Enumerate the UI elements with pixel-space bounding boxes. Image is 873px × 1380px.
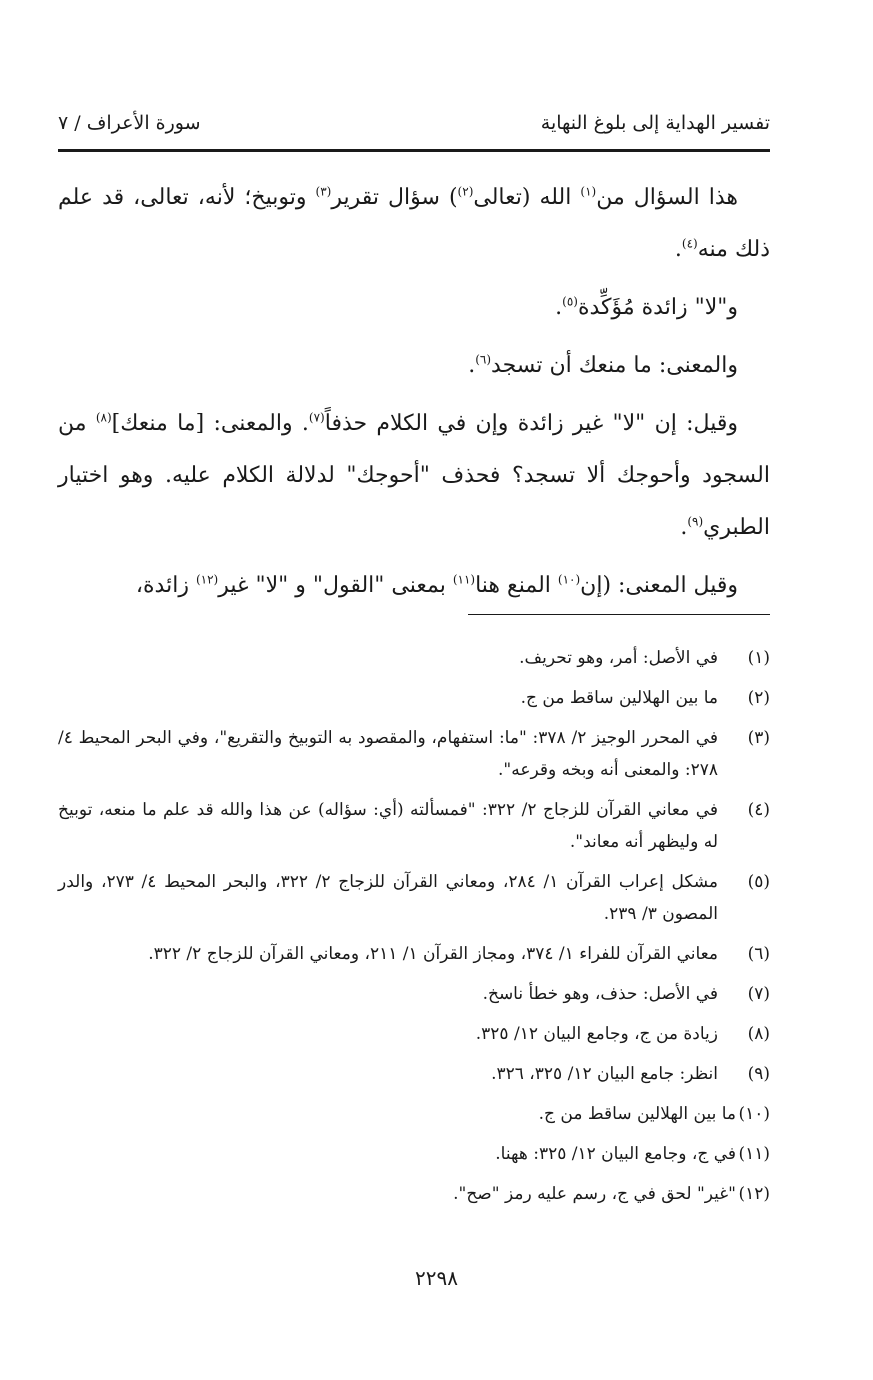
- p3-text-1: والمعنى: ما منعك أن تسجد: [491, 353, 738, 378]
- p1-text-3: ) سؤال تقرير: [331, 185, 458, 210]
- footnote-number: (٦): [747, 944, 770, 964]
- footnote-number: (٣): [747, 728, 770, 748]
- p4-text-4: .: [680, 515, 688, 540]
- footnote: [58, 1098, 770, 1130]
- footnote-ref-5[interactable]: (٥): [562, 294, 578, 309]
- footnote: [58, 1138, 770, 1170]
- footnote-text: في معاني القرآن للزجاج ٢/ ٣٢٢: "فمسألته (أي: سؤاله) عن هذا والله قد علم ما منعه، توبيخ له وليظهر أنه معاند".: [58, 800, 718, 852]
- footnote-text: مشكل إعراب القرآن ١/ ٢٨٤، ومعاني القرآن للزجاج ٢/ ٣٢٢، والبحر المحيط ٤/ ٢٧٣، والدر المصون ٣/ ٢٣٩.: [58, 872, 719, 924]
- footnote-ref-11[interactable]: (١١): [452, 572, 476, 587]
- footnote-text: زيادة من ج، وجامع البيان ١٢/ ٣٢٥.: [475, 1024, 718, 1044]
- footnote: [58, 642, 770, 674]
- footnote-number: (٨): [747, 1024, 770, 1044]
- p4-text-2: . والمعنى: [ما منعك]: [111, 411, 309, 436]
- footnote-ref-3[interactable]: (٣): [315, 184, 332, 199]
- footnote-ref-8[interactable]: (٨): [95, 410, 112, 425]
- surah-reference: سورة الأعراف / ٧: [58, 112, 201, 134]
- paragraph-2: [58, 282, 770, 334]
- header-rule: [58, 149, 770, 152]
- footnote-ref-1[interactable]: (١): [580, 184, 597, 199]
- footnote-text: في الأصل: حذف، وهو خطأ ناسخ.: [482, 984, 718, 1004]
- footnote: [58, 1058, 770, 1090]
- p1-text-5: .: [674, 237, 682, 262]
- footnote: [58, 722, 770, 786]
- footnote-text: في ج، وجامع البيان ١٢/ ٣٢٥: ههنا.: [495, 1144, 736, 1164]
- footnote: [58, 866, 770, 930]
- main-text: [58, 172, 770, 618]
- footnote-number: (٥): [747, 872, 770, 892]
- p5-text-1: وقيل المعنى: (إن: [580, 573, 738, 598]
- footnote-ref-10[interactable]: (١٠): [557, 572, 581, 587]
- footnote-number: (٤): [747, 800, 770, 820]
- footnote: [58, 1018, 770, 1050]
- running-header: [58, 112, 770, 142]
- p1-text-1: هذا السؤال من: [596, 185, 738, 210]
- paragraph-4: [58, 398, 770, 554]
- footnote: [58, 938, 770, 970]
- footnote-ref-6[interactable]: (٦): [475, 352, 492, 367]
- footnote-ref-4[interactable]: (٤): [681, 236, 698, 251]
- p4-text-1: وقيل: إن "لا" غير زائدة وإن في الكلام حذفاً: [324, 411, 738, 436]
- footnote-number: (١٠): [738, 1104, 770, 1124]
- p5-text-3: بمعنى "القول" و "لا" غير: [218, 573, 453, 598]
- p5-text-2: المنع هنا: [475, 573, 558, 598]
- footnote-number: (٢): [747, 688, 770, 708]
- p1-text-2: الله (تعالى: [473, 185, 581, 210]
- footnote-number: (٩): [747, 1064, 770, 1084]
- p4-text-3: من السجود وأحوجك ألا تسجد؟ فحذف "أحوجك" لدلالة الكلام عليه. وهو اختيار الطبري: [58, 411, 770, 540]
- p5-text-4: زائدة،: [135, 573, 196, 598]
- p2-text-2: .: [555, 295, 563, 320]
- footnote-text: معاني القرآن للفراء ١/ ٣٧٤، ومجاز القرآن ١/ ٢١١، ومعاني القرآن للزجاج ٢/ ٣٢٢.: [148, 944, 718, 964]
- footnote-number: (٧): [747, 984, 770, 1004]
- footnote-number: (١): [747, 648, 770, 668]
- footnote-ref-12[interactable]: (١٢): [195, 572, 219, 587]
- footnote: [58, 978, 770, 1010]
- footnote-text: ما بين الهلالين ساقط من ج.: [538, 1104, 736, 1124]
- footnote: [58, 1178, 770, 1210]
- p1-text-4: وتوبيخ؛ لأنه، تعالى، قد علم ذلك منه: [58, 185, 770, 262]
- footnote-ref-2[interactable]: (٢): [457, 184, 474, 199]
- footnote-number: (١١): [738, 1144, 770, 1164]
- footnote-text: في الأصل: أمر، وهو تحريف.: [519, 648, 718, 668]
- p2-text-1: و"لا" زائدة مُؤَكِّدة: [577, 295, 738, 320]
- footnote-text: "غير" لحق في ج، رسم عليه رمز "صح".: [453, 1184, 736, 1204]
- footnote: [58, 682, 770, 714]
- footnote-text: في المحرر الوجيز ٢/ ٣٧٨: "ما: استفهام، والمقصود به التوبيخ والتقريع"، وفي البحر المحيط ٤/ ٢٧٨: والمعنى أنه وبخه وقرعه".: [58, 728, 718, 780]
- footnotes: [58, 642, 770, 1218]
- footnote: [58, 794, 770, 858]
- footnote-ref-7[interactable]: (٧): [308, 410, 325, 425]
- paragraph-3: [58, 340, 770, 392]
- paragraph-5: [58, 560, 770, 612]
- footnote-number: (١٢): [738, 1184, 770, 1204]
- footnote-text: ما بين الهلالين ساقط من ج.: [520, 688, 718, 708]
- p3-text-2: .: [468, 353, 476, 378]
- book-title: تفسير الهداية إلى بلوغ النهاية: [540, 112, 770, 134]
- footnote-separator: [468, 614, 770, 615]
- footnote-ref-9[interactable]: (٩): [687, 514, 704, 529]
- page-number: ٢٢٩٨: [415, 1266, 458, 1290]
- paragraph-1: [58, 172, 770, 276]
- footnote-text: انظر: جامع البيان ١٢/ ٣٢٥، ٣٢٦.: [491, 1064, 718, 1084]
